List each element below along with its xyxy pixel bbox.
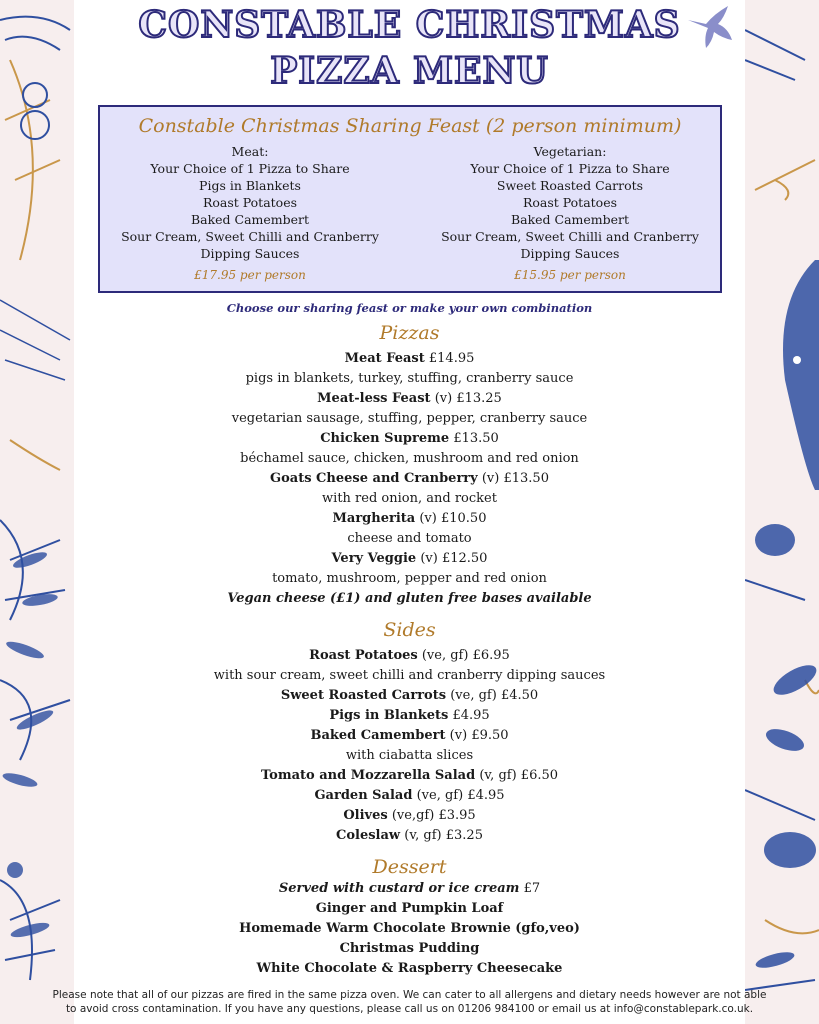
- menu-item-description: tomato, mushroom, pepper and red onion: [272, 571, 547, 586]
- menu-item-name: Meat Feast £14.95: [344, 351, 475, 366]
- feast-meat-item: Your Choice of 1 Pizza to Share: [150, 161, 350, 176]
- feast-meat-column: [100, 143, 400, 284]
- menu-item-description: béchamel sauce, chicken, mushroom and red onion: [240, 451, 579, 466]
- sharing-feast-title: Constable Christmas Sharing Feast (2 person minimum): [138, 115, 682, 137]
- menu-item-name: Coleslaw (v, gf) £3.25: [336, 828, 483, 843]
- hummingbird-icon: [684, 2, 740, 52]
- menu-item-name: Garden Salad (ve, gf) £4.95: [314, 788, 505, 803]
- menu-page: [52, 0, 767, 1024]
- feast-meat-item: Sour Cream, Sweet Chilli and Cranberry: [121, 229, 379, 244]
- bird-decoration: [745, 0, 819, 1024]
- menu-item-name: Pigs in Blankets £4.95: [329, 708, 490, 723]
- page-title: CONSTABLE CHRISTMAS: [138, 4, 681, 46]
- pizza-note: Vegan cheese (£1) and gluten free bases available: [227, 591, 592, 606]
- menu-item-description: vegetarian sausage, stuffing, pepper, cranberry sauce: [231, 411, 588, 426]
- menu-item-description: with red onion, and rocket: [322, 491, 497, 506]
- sides-heading: Sides: [383, 619, 436, 641]
- menu-item-name: Baked Camembert (v) £9.50: [310, 728, 509, 743]
- feast-meat-heading: Meat:: [231, 144, 269, 159]
- feast-meat-item: Baked Camembert: [190, 212, 310, 227]
- menu-item-name: Olives (ve,gf) £3.95: [343, 808, 476, 823]
- menu-item-description: with ciabatta slices: [345, 748, 474, 763]
- dessert-item: Christmas Pudding: [339, 941, 480, 956]
- feast-veg-heading: Vegetarian:: [533, 144, 607, 159]
- menu-item-name: Meat-less Feast (v) £13.25: [317, 391, 502, 406]
- menu-item-name: Roast Potatoes (ve, gf) £6.95: [309, 648, 510, 663]
- footer-line: to avoid cross contamination. If you have any questions, please call us on 01206 984100 or email us at info@constablepark.co.uk.: [65, 1003, 754, 1015]
- pizzas-list: [74, 349, 745, 609]
- feast-veg-item: Your Choice of 1 Pizza to Share: [470, 161, 670, 176]
- pizzas-heading: Pizzas: [379, 322, 440, 344]
- feast-veg-column: [420, 143, 720, 284]
- sides-list: [74, 646, 745, 846]
- menu-item-name: Tomato and Mozzarella Salad (v, gf) £6.50: [260, 768, 559, 783]
- menu-item-name: Very Veggie (v) £12.50: [331, 551, 488, 566]
- menu-item-description: pigs in blankets, turkey, stuffing, cranberry sauce: [245, 371, 574, 386]
- feast-meat-item: Pigs in Blankets: [199, 178, 301, 193]
- menu-item-name: Sweet Roasted Carrots (ve, gf) £4.50: [280, 688, 539, 703]
- dessert-list: [74, 879, 745, 979]
- feast-veg-item: Sweet Roasted Carrots: [496, 178, 644, 193]
- feast-veg-item: Sour Cream, Sweet Chilli and Cranberry: [441, 229, 699, 244]
- dessert-item: Homemade Warm Chocolate Brownie (gfo,veo): [239, 921, 580, 936]
- page-subtitle: PIZZA MENU: [270, 50, 549, 92]
- right-botanical-border: [745, 0, 819, 1024]
- dessert-item: White Chocolate & Raspberry Cheesecake: [256, 961, 563, 976]
- feast-veg-item: Roast Potatoes: [522, 195, 618, 210]
- choose-tagline: Choose our sharing feast or make your own combination: [226, 301, 593, 315]
- menu-item-description: cheese and tomato: [347, 531, 472, 546]
- sharing-feast-box: [98, 105, 722, 293]
- feast-meat-price: £17.95 per person: [194, 268, 306, 282]
- menu-item-name: Goats Cheese and Cranberry (v) £13.50: [270, 471, 549, 486]
- footer-line: Please note that all of our pizzas are fired in the same pizza oven. We can cater to all allergens and dietary needs however are not able: [52, 989, 767, 1001]
- feast-veg-item: Dipping Sauces: [520, 246, 620, 261]
- feast-veg-item: Baked Camembert: [510, 212, 630, 227]
- left-botanical-border: [0, 0, 74, 1024]
- menu-item-description: with sour cream, sweet chilli and cranberry dipping sauces: [213, 668, 606, 683]
- allergen-footer: [24, 988, 795, 1016]
- menu-item-name: Chicken Supreme £13.50: [320, 431, 499, 446]
- dessert-item: Ginger and Pumpkin Loaf: [315, 901, 504, 916]
- feast-meat-item: Dipping Sauces: [200, 246, 300, 261]
- feast-meat-item: Roast Potatoes: [202, 195, 298, 210]
- botanical-decoration: [0, 0, 74, 1024]
- dessert-heading: Dessert: [372, 856, 447, 878]
- feast-veg-price: £15.95 per person: [514, 268, 626, 282]
- dessert-serving-note: Served with custard or ice cream £7: [278, 881, 541, 896]
- menu-item-name: Margherita (v) £10.50: [332, 511, 487, 526]
